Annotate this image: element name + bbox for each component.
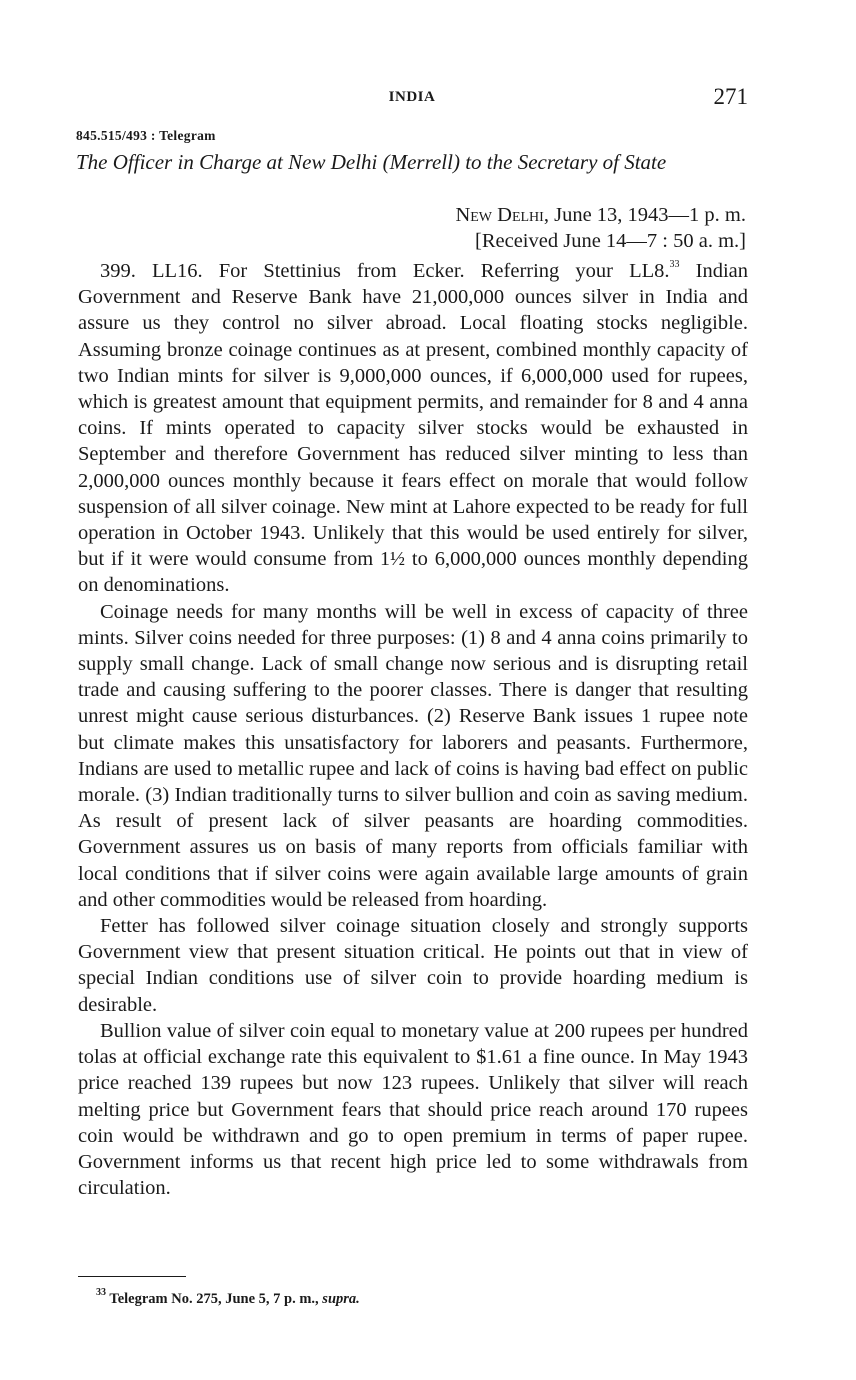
footnote-reference: 33 <box>669 259 680 271</box>
footnote <box>96 1287 360 1308</box>
page-number: 271 <box>713 84 748 109</box>
dateline <box>455 202 746 254</box>
paragraph-1-end: to 6,000,000 ounces monthly depending on denominations. <box>78 548 748 597</box>
dateline-place: New Delhi <box>455 204 544 226</box>
paragraph-3: Fetter has followed silver coinage situation closely and strongly supports Government view that present situation critical. He points out that in view of special Indian conditions use of silver coin to provide hoarding medium is desirable. <box>78 915 748 1016</box>
running-head <box>76 84 748 114</box>
paragraph-1-start: 399. LL16. For Stettinius from Ecker. Referring your LL8. <box>100 260 670 282</box>
paragraph-4: Bullion value of silver coin equal to monetary value at 200 rupees per hundred tolas at official exchange rate this equivalent to $1.61 a fine ounce. In May 1943 price reached 139 rupees but now 123 rupees. Unlikely that silver will reach melting price but Government fears that should price reach around 170 rupees coin would be withdrawn and go to open premium in terms of paper rupee. Government informs us that recent high price led to some withdrawals from circulation. <box>78 1019 748 1200</box>
paragraph-1 <box>78 258 748 599</box>
footnote-text: Telegram No. 275, June 5, 7 p. m., <box>106 1291 323 1307</box>
document-heading: The Officer in Charge at New Delhi (Merrell) to the Secretary of State <box>76 150 667 174</box>
footnote-emphasis: supra. <box>322 1291 360 1307</box>
dateline-sent <box>455 202 746 228</box>
paragraph-1-middle: Indian Government and Reserve Bank have 21,000,000 ounces silver in India and assure us they control no silver abroad. Local floating stocks negligible. Assuming bronze coinage continues as at present, combined monthly capacity of two Indian mints for silver is 9,000,000 ounces, if 6,000,000 used for rupees, which is greatest amount that equipment permits, and remainder for 8 and 4 anna coins. If mints operated to capacity silver stocks would be exhausted in September and therefore Government has reduced silver minting to less than 2,000,000 ounces monthly because it fears effect on morale that would follow suspension of all silver coinage. New mint at Lahore expected to be ready for full operation in October 1943. Unlikely that this would be used entirely for silver, but if it were would consume from <box>78 260 748 571</box>
footnote-divider <box>78 1276 186 1277</box>
paragraph-2: Coinage needs for many months will be well in excess of capacity of three mints. Silver coins needed for three purposes: (1) 8 and 4 anna coins primarily to supply small change. Lack of small change now serious and is disrupting retail trade and causing suffering to the poorer classes. There is danger that resulting unrest might cause serious disturbances. (2) Reserve Bank issues 1 rupee note but climate makes this unsatisfactory for laborers and peasants. Furthermore, Indians are used to metallic rupee and lack of coins is having bad effect on public morale. (3) Indian traditionally turns to silver bullion and coin as saving medium. As result of present lack of silver peasants are hoarding commodities. Government assures us on basis of many reports from officials familiar with local conditions that if silver coins were again available large amounts of grain and other commodities would be released from hoarding. <box>78 600 748 911</box>
fraction: 1½ <box>380 548 406 571</box>
dateline-received: [Received June 14—7 : 50 a. m.] <box>475 230 746 252</box>
running-head-title: INDIA <box>388 89 436 105</box>
telegram-body <box>78 258 748 1201</box>
footnote-marker: 33 <box>96 1287 106 1299</box>
file-number: 845.515/493 : Telegram <box>76 128 216 143</box>
dateline-date: , June 13, 1943—1 p. m. <box>543 204 746 226</box>
